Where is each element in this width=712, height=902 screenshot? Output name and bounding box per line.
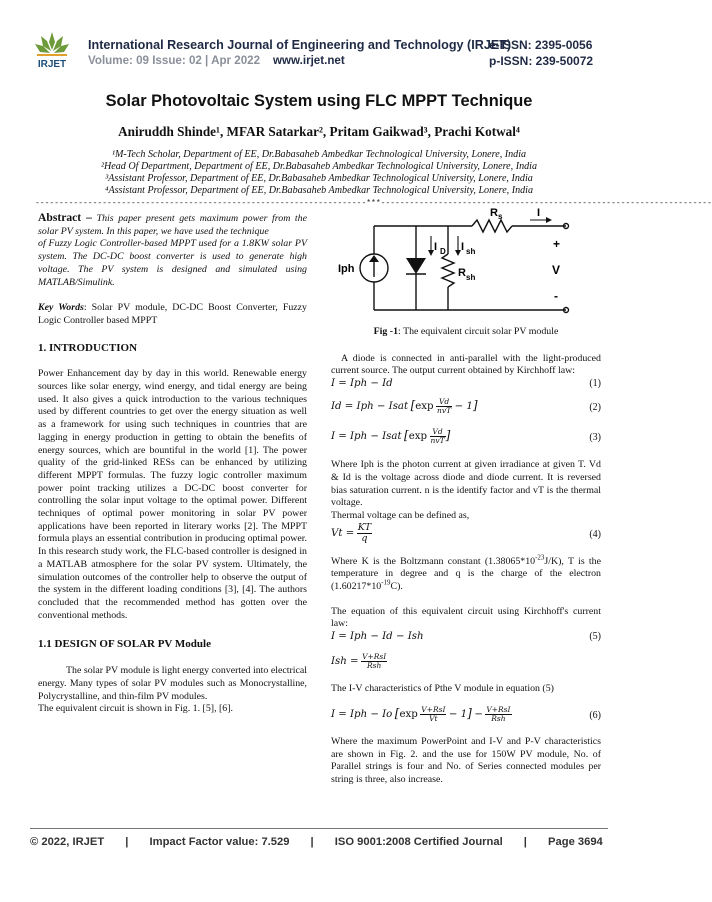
- design-text: The solar PV module is light energy converted into electrical energy. Many types of solar PV modules such as Monocrystalline, Polycrystalline, and thin-film PV modules.: [38, 665, 307, 702]
- abstract-text-2: of Fuzzy Logic Controller-based MPPT used for a 1.8KW solar PV system. The DC-DC boost converter is used to generate high voltage. The PV system is designed and simulated using MATLAB/Simulink.: [38, 238, 307, 288]
- label-ish: I: [461, 241, 465, 253]
- affiliation-4: ⁴Assistant Professor, Department of EE, Dr.Babasaheb Ambedkar Technological University, Lonere, India: [104, 185, 534, 196]
- equation-3: I = Iph − Isat [exp $\frac{Vd}{\text{nvT}}$ ] (3): [331, 427, 601, 446]
- footer-page-number: Page 3694: [548, 836, 603, 848]
- label-minus: -: [554, 289, 558, 303]
- paragraph-boltzmann: Where K is the Boltzmann constant $(1.38065*10^{-23}J/K)$, T is the temperature in degree and q is the charge of the electron $(1.60217*10^{-19}C)$.: [331, 553, 601, 593]
- keywords-heading: Key Words: [38, 302, 84, 314]
- label-i: I: [537, 207, 541, 219]
- keywords-text: : Solar PV module, DC-DC Boost Converter, Fuzzy Logic Controller based MPPT: [38, 302, 307, 326]
- paper-title: Solar Photovoltaic System using FLC MPPT Technique: [105, 92, 533, 110]
- label-id: I: [434, 241, 438, 253]
- label-id-sub: D: [440, 247, 446, 256]
- design-text-2: The equivalent circuit is shown in Fig. 1. [5], [6].: [38, 703, 233, 715]
- volume-issue: Volume: 09 Issue: 02 | Apr 2022: [88, 54, 261, 67]
- left-column: [38, 212, 307, 716]
- paragraph-kcl: The equation of this equivalent circuit using Kirchhoff's current law:: [331, 605, 601, 630]
- paragraph-thermal-voltage: Thermal voltage can be defined as,: [331, 509, 470, 521]
- figure-caption: [331, 326, 601, 339]
- affiliation-2: ²Head Of Department, Department of EE, Dr.Babasaheb Ambedkar Technological University, Lonere, India: [100, 161, 538, 172]
- author-list: Aniruddh Shinde¹, MFAR Satarkar², Pritam Gaikwad³, Prachi Kotwal⁴: [118, 124, 520, 139]
- section-separator: ---------------------------------------------------------------------***---------------------------------------------------------------------: [35, 199, 712, 208]
- paragraph-diode: A diode is connected in anti-parallel with the light-produced current source. The output current obtained by Kirchhoff law:: [331, 352, 601, 377]
- logo-text: IRJET: [37, 59, 67, 70]
- figure-caption-label: Fig -1: [373, 326, 399, 337]
- footer-divider: |: [125, 836, 129, 848]
- label-plus: +: [553, 237, 561, 251]
- equation-6: I = Iph − Io [exp $\frac{\text{V+RsI}}{Vt}$ − 1] − $\frac{\text{V+RsI}}{\text{Rsh}}$ (6): [331, 704, 601, 723]
- affiliation-3: ³Assistant Professor, Department of EE, Dr.Babasaheb Ambedkar Technological University, Lonere, India: [105, 173, 533, 184]
- design-heading: 1.1 DESIGN OF SOLAR PV Module: [38, 638, 211, 651]
- equation-2: Id = Iph − Isat [exp $\frac{Vd}{\text{nvT}}$ − 1] (2): [331, 397, 601, 416]
- circuit-figure: [334, 206, 602, 320]
- label-rs-sub: s: [498, 212, 503, 221]
- footer-iso: ISO 9001:2008 Certified Journal: [334, 836, 503, 848]
- e-issn: e-ISSN: 2395-0056: [489, 38, 593, 52]
- paragraph-maximum-power: Where the maximum PowerPoint and I-V and P-V characteristics are shown in Fig. 2. and the use for 150W PV module, No. of Parallel strings is four and No. of Series connected modules per string is three, also increase.: [331, 735, 601, 785]
- equation-1: I = Iph − Id (1): [331, 378, 601, 390]
- label-iph: Iph: [338, 263, 355, 275]
- label-rsh-sub: sh: [466, 273, 476, 282]
- footer-divider: |: [310, 836, 314, 848]
- equation-5: I = Iph − Id − Ish (5): [331, 631, 601, 643]
- figure-caption-text: : The equivalent circuit solar PV module: [398, 326, 559, 337]
- abstract-heading: Abstract –: [38, 211, 92, 224]
- page-footer: [30, 836, 608, 848]
- abstract-text: This paper present gets maximum power from the solar PV system. In this paper, we have used the technique: [38, 213, 308, 237]
- abstract: [38, 212, 307, 238]
- footer-divider: |: [523, 836, 527, 848]
- label-ish-sub: sh: [466, 247, 476, 256]
- intro-text: Power Enhancement day by day in this world. Renewable energy sources like solar energy, wind energy, and tidal energy are being used. It also gives a quick introduction to the various techniques used by different countries to get over the energy situation as well as a framework for using such techniques in countries that are lagging in energy production in getting to obtain the benefits of energy sources, which are bountiful in the world [1]. The power quality of the grid-linked RESs can be enhanced by utilizing different MPPT formulas. The fuzzy logic controller maximum power point tracking utilizes a DC-DC boost converter for controlling the solar input voltage to the optimal power. Different techniques of optimal power monitoring in solar PV power applications have been reported in literary works [2]. The MPPT formula plays an essential contribution in producing optimal power. In this research study work, the FLC-based controller is designed in a MATLAB atmosphere for the solar PV system. Ultimately, the simulation outcomes of the controller help to observe the output of the system in the different loading conditions [3], [4]. The authors concluded that the recommended method has gotten over the conventional methods.: [38, 368, 307, 621]
- footer-impact-factor: Impact Factor value: 7.529: [149, 836, 290, 848]
- journal-name: International Research Journal of Engineering and Technology (IRJET): [88, 38, 512, 52]
- paragraph-photon-current: Where Iph is the photon current at given irradiance at given T. Vd & Id is the voltage across diode and diode current. It is reversed bias saturation current. n is the identify factor and vT is the thermal voltage.: [331, 459, 601, 509]
- label-rsh: R: [458, 267, 466, 279]
- equation-4: Vt = $\frac{KT}{q}$ (4): [331, 521, 601, 544]
- equation-ish: Ish = $\frac{\text{V+RsI}}{\text{Rsh}}$: [331, 652, 387, 671]
- journal-website-link[interactable]: www.irjet.net: [273, 54, 345, 67]
- footer-divider-line: [30, 828, 608, 829]
- right-column: [331, 326, 601, 787]
- label-v: V: [552, 263, 561, 277]
- paragraph-iv: The I-V characteristics of Pthe V module in equation (5): [331, 683, 554, 695]
- label-rs: R: [490, 207, 498, 219]
- footer-copyright: © 2022, IRJET: [30, 836, 105, 848]
- intro-heading: 1. INTRODUCTION: [38, 341, 138, 354]
- irjet-logo: [33, 30, 71, 70]
- p-issn: p-ISSN: 239-50072: [489, 54, 594, 68]
- affiliation-1: ¹M-Tech Scholar, Department of EE, Dr.Babasaheb Ambedkar Technological University, Lonere, India: [111, 149, 527, 160]
